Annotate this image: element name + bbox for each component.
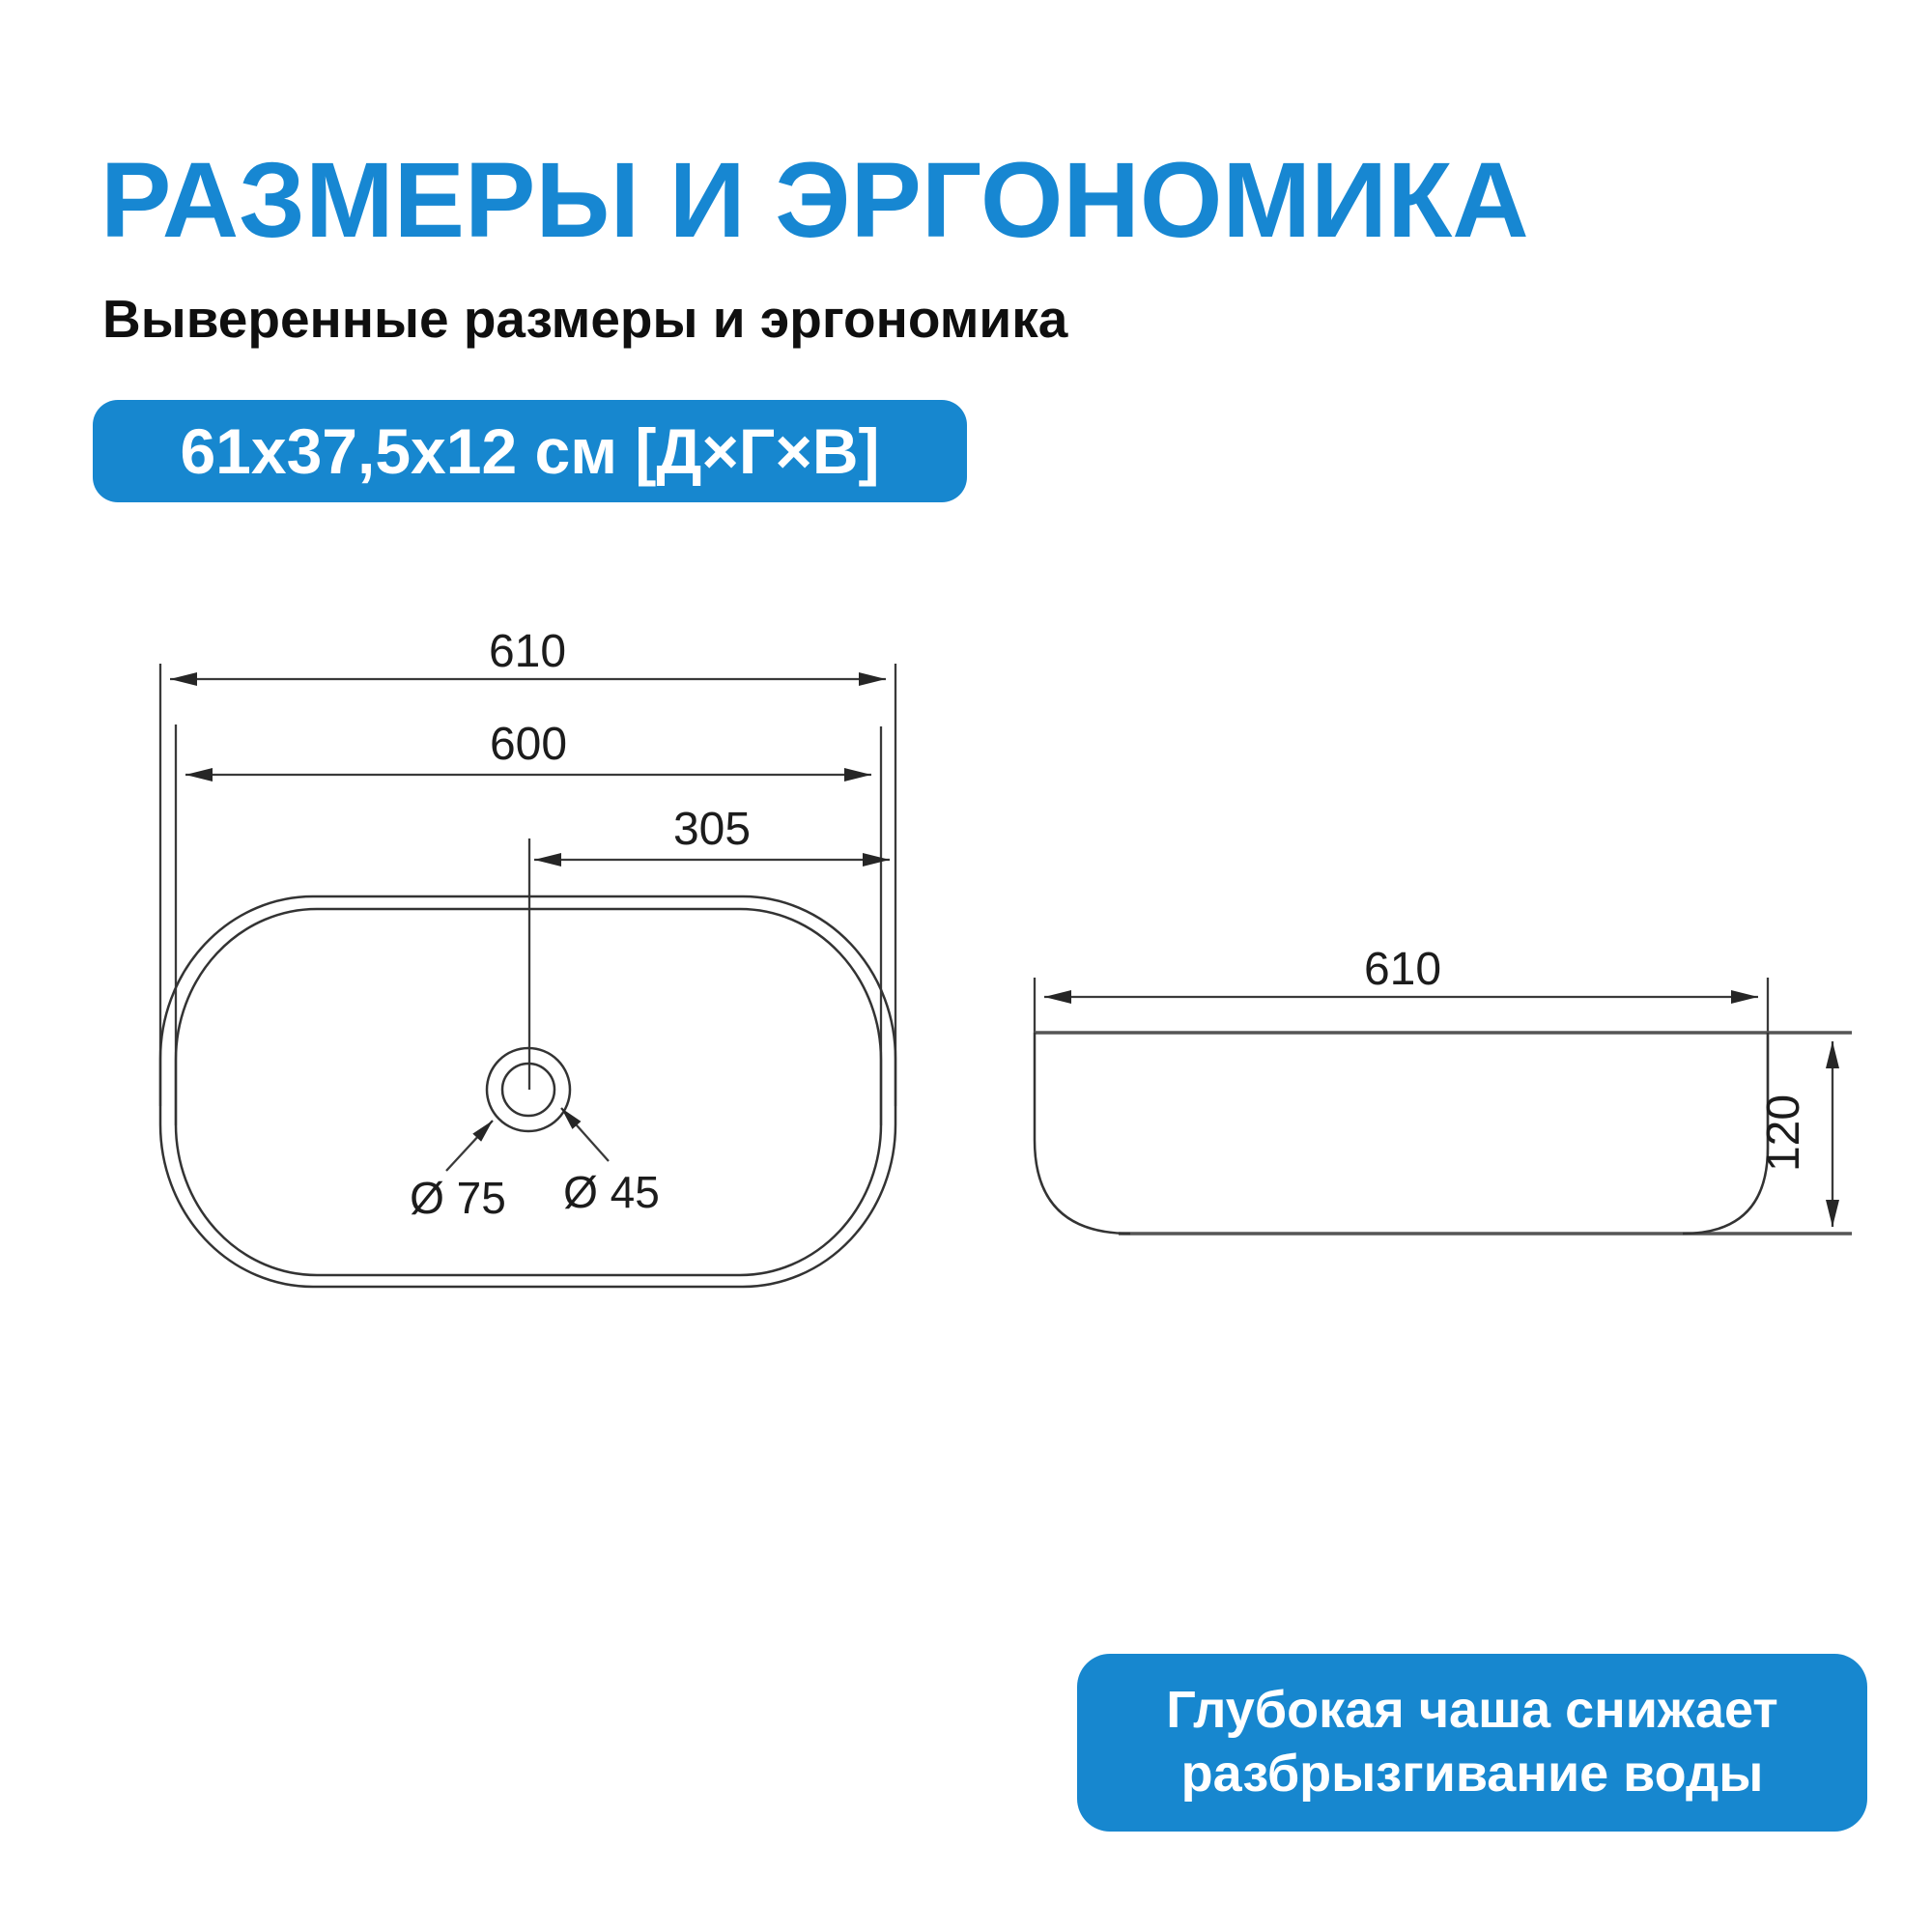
feature-callout <box>1077 1654 1867 1832</box>
dimensions-badge-label: 61x37,5x12 см [Д×Г×В] <box>180 415 880 487</box>
side-view <box>1035 944 1852 1234</box>
top-view-dim-305-label: 305 <box>672 804 752 855</box>
top-view-drain-45-label: Ø 45 <box>563 1167 660 1217</box>
top-view-dim-610-label: 610 <box>488 626 567 677</box>
page-title: РАЗМЕРЫ И ЭРГОНОМИКА <box>100 141 1529 260</box>
page-subtitle: Выверенные размеры и эргономика <box>102 289 1068 349</box>
top-view-drain-75-leader <box>446 1121 493 1171</box>
side-view-dim-610-label: 610 <box>1363 944 1442 995</box>
feature-callout-line1: Глубокая чаша снижает <box>1166 1681 1778 1740</box>
top-view-drain-45-leader <box>561 1108 609 1161</box>
feature-callout-line2: разбрызгивание воды <box>1180 1745 1764 1803</box>
side-view-right-wall <box>1683 1033 1768 1234</box>
top-view <box>160 626 895 1287</box>
top-view-drain-75-label: Ø 75 <box>410 1173 506 1223</box>
side-view-left-wall <box>1035 1033 1130 1234</box>
top-view-sink-outer-outline <box>160 896 895 1287</box>
side-view-dim-120-label: 120 <box>1758 1094 1809 1173</box>
top-view-dim-600-label: 600 <box>489 719 568 770</box>
